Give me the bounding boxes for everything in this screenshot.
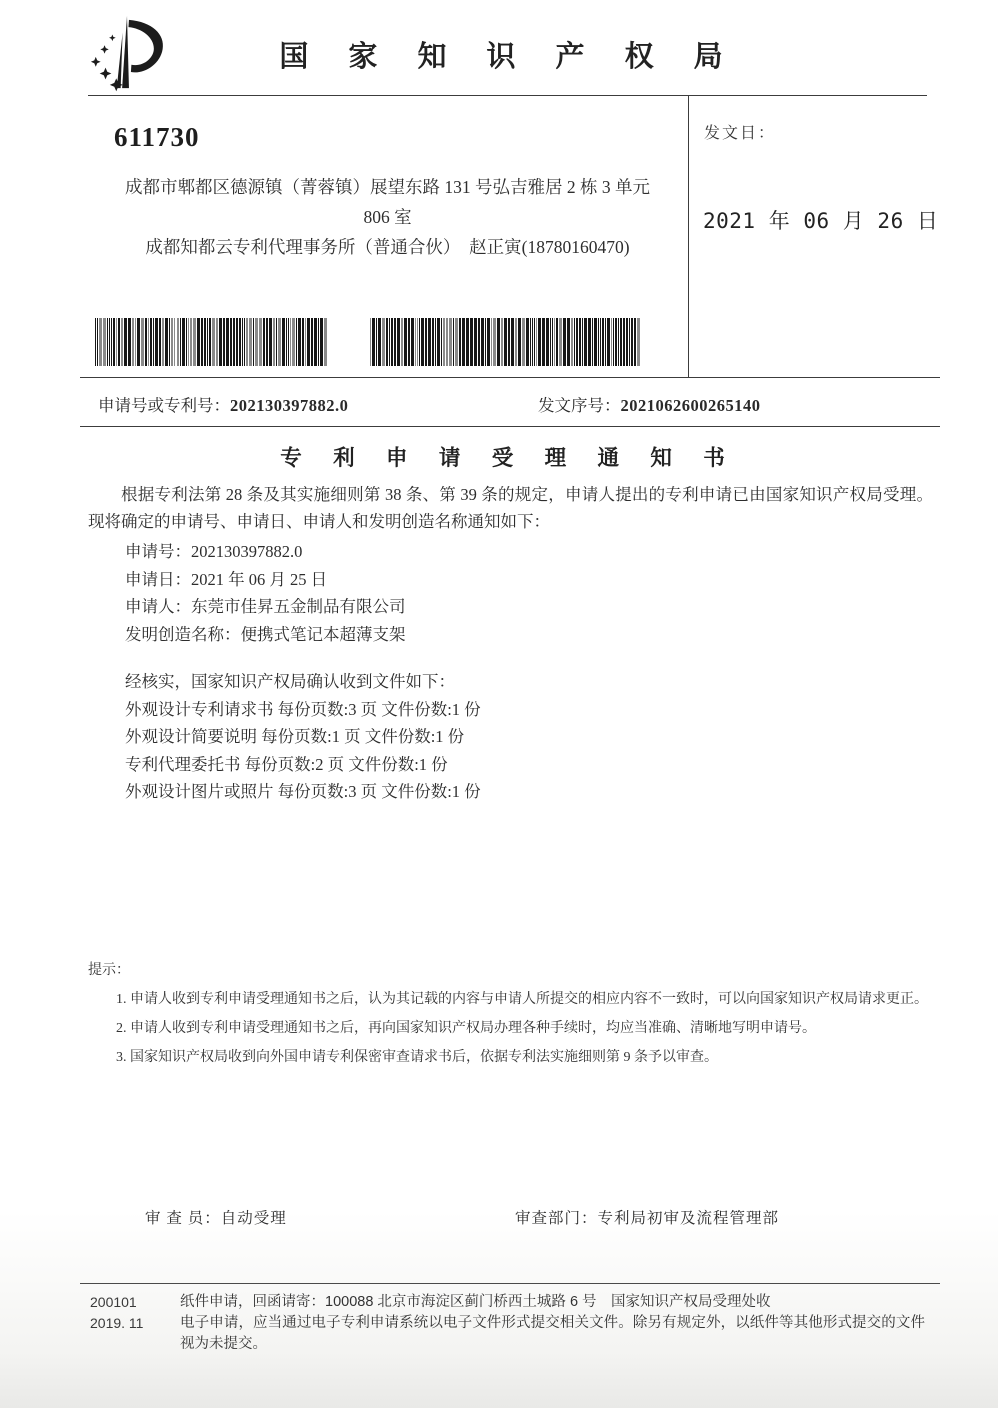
box-vertical-divider bbox=[688, 95, 689, 378]
recipient-address bbox=[100, 172, 675, 262]
document-item: 专利代理委托书 每份页数:2 页 文件份数:1 份 bbox=[125, 754, 448, 774]
address-line-2: 806 室 bbox=[363, 207, 412, 227]
agency-title: 国 家 知 识 产 权 局 bbox=[279, 41, 739, 73]
examiner-value: 自动受理 bbox=[220, 1210, 287, 1227]
barcode-left bbox=[95, 318, 327, 366]
footer-form-codes bbox=[90, 1292, 143, 1334]
serial-number-group bbox=[538, 392, 761, 416]
issue-date-value: 2021 年 06 月 26 日 bbox=[703, 209, 939, 233]
tip-item-3: 3. 国家知识产权局收到向外国申请专利保密审查请求书后，依据专利法实施细则第 9 条予以审查。 bbox=[116, 1050, 718, 1065]
document-item: 外观设计简要说明 每份页数:1 页 文件份数:1 份 bbox=[125, 727, 465, 746]
field-application-date: 申请日：2021 年 06 月 25 日 bbox=[125, 569, 328, 589]
received-documents bbox=[125, 668, 481, 806]
department-value: 专利局初审及流程管理部 bbox=[597, 1210, 780, 1227]
barcode-right bbox=[370, 318, 640, 366]
application-number-value: 202130397882.0 bbox=[230, 396, 349, 415]
footer-instructions bbox=[180, 1292, 925, 1355]
postal-code: 611730 bbox=[114, 122, 200, 152]
field-applicant: 申请人：东莞市佳昇五金制品有限公司 bbox=[125, 597, 406, 616]
tip-item-1: 1. 申请人收到专利申请受理通知书之后，认为其记载的内容与申请人所提交的相应内容不一致时，可以向国家知识产权局请求更正。 bbox=[116, 992, 928, 1007]
form-date: 2019. 11 bbox=[90, 1315, 144, 1331]
department-group bbox=[515, 1206, 779, 1228]
serial-number-label: 发文序号： bbox=[538, 396, 621, 415]
form-code: 200101 bbox=[90, 1294, 137, 1310]
field-application-no: 申请号：202130397882.0 bbox=[125, 542, 303, 561]
footer-divider bbox=[80, 1283, 940, 1284]
application-number-label: 申请号或专利号： bbox=[98, 396, 230, 415]
footer-line-1: 纸件申请，回函请寄：100088 北京市海淀区蓟门桥西土城路 6 号 国家知识产权局受理处收 bbox=[180, 1294, 771, 1310]
examiner-label: 审 查 员： bbox=[145, 1210, 221, 1227]
tips-label: 提示： bbox=[88, 963, 130, 978]
agent-line: 成都知都云专利代理事务所（普通合伙） 赵正寅(18780160470) bbox=[145, 237, 630, 257]
received-intro: 经核实，国家知识产权局确认收到文件如下： bbox=[125, 672, 455, 691]
application-fields bbox=[125, 538, 406, 648]
serial-number-value: 2021062600265140 bbox=[620, 396, 761, 415]
examiner-group bbox=[145, 1206, 287, 1228]
header-divider bbox=[88, 95, 927, 96]
notice-intro: 根据专利法第 28 条及其实施细则第 38 条、第 39 条的规定，申请人提出的专利申请已由国家知识产权局受理。现将确定的申请号、申请日、申请人和发明创造名称通知如下： bbox=[88, 485, 933, 531]
document-item: 外观设计专利请求书 每份页数:3 页 文件份数:1 份 bbox=[125, 699, 481, 719]
address-line-1: 成都市郫都区德源镇（菁蓉镇）展望东路 131 号弘吉雅居 2 栋 3 单元 bbox=[125, 177, 650, 197]
tips-section bbox=[88, 956, 936, 1072]
issue-date-label: 发文日： bbox=[704, 125, 777, 142]
footer-line-2: 电子申请，应当通过电子专利申请系统以电子文件形式提交相关文件。除另有规定外，以纸件等其他形式提交的文件视为未提交。 bbox=[180, 1315, 925, 1352]
tip-item-2: 2. 申请人收到专利申请受理通知书之后，再向国家知识产权局办理各种手续时，均应当准确、清晰地写明申请号。 bbox=[116, 1021, 816, 1036]
application-number-group bbox=[98, 392, 348, 416]
department-label: 审查部门： bbox=[515, 1210, 598, 1227]
document-item: 外观设计图片或照片 每份页数:3 页 文件份数:1 份 bbox=[125, 782, 481, 801]
number-row-bottom-divider bbox=[80, 426, 940, 427]
notice-title: 专 利 申 请 受 理 通 知 书 bbox=[280, 446, 738, 470]
field-invention-title: 发明创造名称：便携式笔记本超薄支架 bbox=[125, 624, 406, 644]
barcode-bottom-divider bbox=[80, 377, 940, 378]
